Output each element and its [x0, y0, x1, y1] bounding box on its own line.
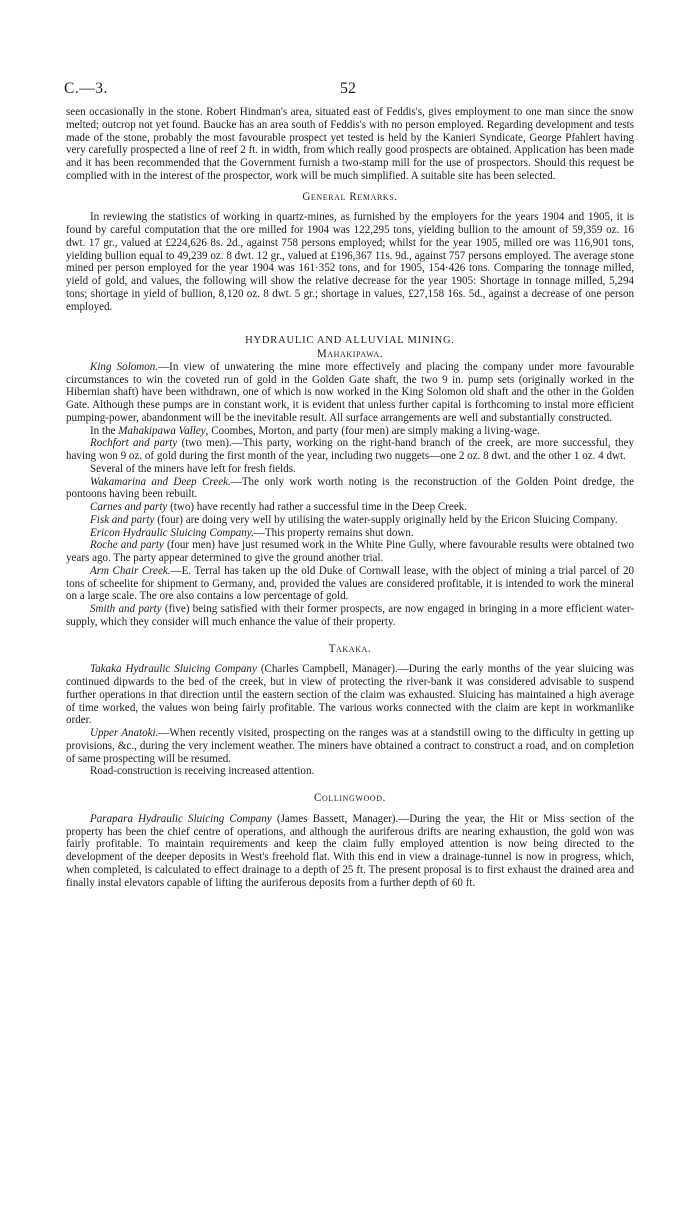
- paragraph-carnes: Carnes and party (two) have recently had rather a successful time in the Deep Creek.: [90, 501, 468, 513]
- paragraph-rochfort: Rochfort and party (two men).—This party, working on the right-hand branch of the creek, are more successful, they having won 9 oz. of gold during the first month of the year, including two nuggets—one 2 oz. 8 dwt. and the other 1 oz. 4 dwt.: [66, 437, 635, 462]
- heading-takaka: Takaka.: [328, 642, 372, 655]
- ericon-title: Ericon Hydraulic Sluicing Company.: [90, 526, 254, 539]
- paragraph-upper-anatoki: Upper Anatoki.—When recently visited, prospecting on the ranges was at a standstill owing to the difficulty in getting up provisions, &c., during the very inclement weather. The miners have obtained a contract to construct a road, and on completion of same prospecting will be resumed.: [66, 727, 634, 765]
- smith-title: Smith and party: [90, 603, 162, 615]
- wakamarina-title: Wakamarina and Deep Creek.: [90, 475, 231, 488]
- paragraph-road-construction: Road-construction is receiving increased attention.: [90, 765, 315, 778]
- document-body: [66, 106, 634, 889]
- report-reference: C.—3.: [64, 80, 108, 97]
- paragraph-takaka: Takaka Hydraulic Sluicing Company (Charles Campbell, Manager).—During the early months of the year sluicing was continued dipwards to the bed of the creek, but in view of protecting the river-bank it was considered advisable to suspend further operations in that direction until the eastern section of the claim was exhausted. Sluicing has maintained a high average of time worked, the values won being fairly profitable. The various works connected with the claim are kept in workmanlike order.: [66, 663, 634, 727]
- paragraph-mahakipawa-valley: In the Mahakipawa Valley, Coombes, Morton, and party (four men) are simply making a living-wage.: [90, 424, 540, 437]
- takaka-title: Takaka Hydraulic Sluicing Company: [90, 663, 257, 676]
- parapara-title: Parapara Hydraulic Sluicing Company: [90, 812, 272, 825]
- heading-general-remarks: General Remarks.: [302, 190, 398, 203]
- general-remarks-paragraph: In reviewing the statistics of working in quartz-mines, as furnished by the employers for the years 1904 and 1905, it is found by careful computation that the ore milled for 1904 was 122,295 tons, yielding bullion to the amount of 59,359 oz. 16 dwt. 17 gr., valued at £224,626 8s. 2d., against 758 persons employed; whilst for the year 1905, milled ore was 116,901 tons, yielding bullion equal to 49,239 oz. 8 dwt. 12 gr., valued at £196,367 11s. 9d., against 757 persons employed. The average stone mined per person employed for the year 1904 was 161·352 tons, and for 1905, 154·426 tons. Comparing the tonnage milled, yield of gold, and values, the following will show the relative decrease for the year 1905: Shortage in tonnage milled, 5,294 tons; shortage in yield of bullion, 8,120 oz. 8 dwt. 5 gr.; shortage in values, £27,158 16s. 5d., against a decrease of one person employed.: [66, 211, 634, 313]
- paragraph-parapara: Parapara Hydraulic Sluicing Company (James Bassett, Manager).—During the year, the Hit or Miss section of the property has been the chief centre of operations, and although the auriferous drifts are nearing exhaustion, the gold won was fairly profitable. To maintain requirements and keep the claim fully employed attention is now being directed to the development of the deeper deposits in West's freehold flat. With this end in view a drainage-tunnel is now in progress, which, when completed, is calculated to effect drainage to a depth of 25 ft. The present proposal is to first exhaust the drained area and finally instal elevators capable of lifting the auriferous deposits from a further depth of 60 ft.: [66, 812, 634, 889]
- mahakipawa-valley-title: Mahakipawa Valley: [118, 424, 206, 437]
- arm-chair-creek-title: Arm Chair Creek.: [90, 564, 171, 577]
- intro-paragraph: seen occasionally in the stone. Robert Hindman's area, situated east of Feddis's, gives employment to one man since the snow melted; outcrop not yet found. Baucke has an area south of Feddis's with no person employed. Regarding development and tests made of the stone, probably the most favourable prospect yet tested is held by the Kanieri Syndicate, George Pfahlert having very carefully prospected a line of reef 2 ft. in width, from which really good prospects are obtained. Application has been made and it has been recommended that the Government furnish a two-stamp mill for the use of prospectors. Should this request be complied with in the interest of the prospector, work will be much simplified. A suitable site has been selected.: [66, 106, 634, 182]
- carnes-title: Carnes and party: [90, 501, 168, 513]
- paragraph-smith: Smith and party (five) being satisfied with their former prospects, are now engaged in bringing in a more efficient water-supply, which they consider will much enhance the value of their property.: [66, 603, 634, 628]
- paragraph-arm-chair-creek: Arm Chair Creek.—E. Terral has taken up the old Duke of Cornwall lease, with the object of mining a trial parcel of 20 tons of scheelite for shipment to Germany, and, provided the values are considered profitable, it is intended to work the mineral on a large scale. The ore also contains a low percentage of gold.: [66, 564, 634, 603]
- fisk-title: Fisk and party: [90, 513, 155, 526]
- rochfort-title: Rochfort and party: [90, 437, 178, 450]
- page-number: 52: [340, 80, 356, 97]
- paragraph-roche: Roche and party (four men) have just resumed work in the White Pine Gully, where favourable results were obtained two years ago. The party appear determined to give the ground another trial.: [66, 539, 635, 564]
- paragraph-fisk: Fisk and party (four) are doing very well by utilising the water-supply originally held by the Ericon Sluicing Company.: [90, 513, 618, 526]
- paragraph-ericon: Ericon Hydraulic Sluicing Company.—This property remains shut down.: [90, 526, 414, 539]
- roche-title: Roche and party: [90, 539, 164, 552]
- heading-collingwood: Collingwood.: [314, 792, 386, 804]
- paragraph-miners-left: Several of the miners have left for fresh fields.: [90, 462, 296, 475]
- heading-mahakipawa: Mahakipawa.: [316, 348, 384, 360]
- paragraph-king-solomon: King Solomon.—In view of unwatering the mine more effectively and placing the company under more favourable circumstances to win the coveted run of gold in the Golden Gate shaft, the two 9 in. pump sets (originally worked in the Hibernian shaft) have been withdrawn, one of which is now worked in the King Solomon old shaft and the other in the Golden Gate. Although these pumps are in constant work, it is evident that unless further capital is forthcoming to instal more efficient pumping-power, abandonment will be the inevitable result. All surface arrangements are well and substantially constructed.: [66, 360, 635, 424]
- upper-anatoki-title: Upper Anatoki.: [90, 727, 159, 739]
- paragraph-wakamarina: Wakamarina and Deep Creek.—The only work worth noting is the reconstruction of the Golden Point dredge, the pontoons having been rebuilt.: [66, 475, 634, 501]
- heading-hydraulic-alluvial: HYDRAULIC AND ALLUVIAL MINING.: [245, 335, 455, 347]
- king-solomon-title: King Solomon.: [90, 360, 159, 373]
